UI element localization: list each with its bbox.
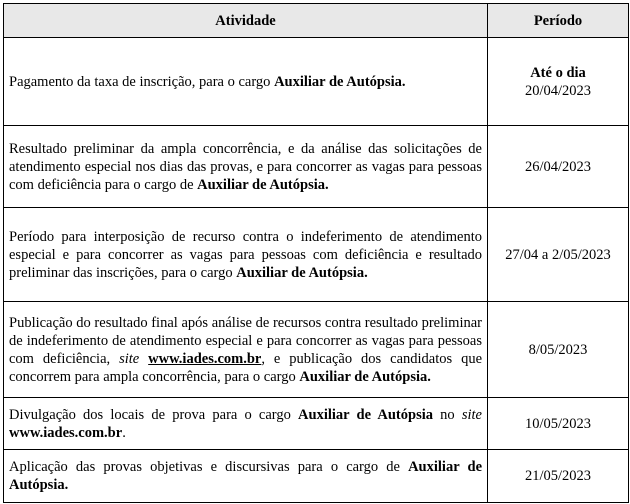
table-row bbox=[4, 126, 629, 208]
activity-column-header: Atividade bbox=[4, 4, 488, 38]
schedule-table bbox=[3, 3, 629, 503]
period-cell: 27/04 a 2/05/2023 bbox=[488, 208, 629, 302]
activity-text: Publicação do resultado final após análise de recursos contra resultado preliminar de indeferimento de atendimento especial e para concorrer as vagas para pessoas com deficiência, bbox=[9, 314, 482, 367]
activity-text-continued: no bbox=[433, 406, 462, 423]
site-word: site bbox=[119, 350, 140, 367]
activity-cell bbox=[4, 302, 488, 398]
activity-text: Resultado preliminar da ampla concorrência, e da análise das solicitações de atendimento especial nos dias das provas, e para concorrer as vagas para pessoas com deficiência para o cargo de bbox=[9, 140, 482, 193]
cargo-name: Auxiliar de Autópsia. bbox=[236, 264, 368, 281]
activity-cell bbox=[4, 38, 488, 126]
table-row bbox=[4, 398, 629, 450]
table-row bbox=[4, 302, 629, 398]
activity-text: Período para interposição de recurso contra o indeferimento de atendimento especial e para concorrer as vagas para pessoas com deficiência e resultado preliminar das inscrições, para o cargo bbox=[9, 228, 482, 281]
period-prefix: Até o dia bbox=[530, 64, 586, 81]
cargo-name: Auxiliar de Autópsia bbox=[298, 406, 433, 423]
cargo-name: Auxiliar de Autópsia. bbox=[197, 176, 329, 193]
activity-cell bbox=[4, 398, 488, 450]
table-row bbox=[4, 38, 629, 126]
period-column-header: Período bbox=[488, 4, 629, 38]
period-cell: 21/05/2023 bbox=[488, 450, 629, 503]
period-cell: 10/05/2023 bbox=[488, 398, 629, 450]
period-date: 20/04/2023 bbox=[524, 82, 592, 99]
site-word: site bbox=[461, 406, 482, 423]
activity-cell bbox=[4, 208, 488, 302]
table-row bbox=[4, 450, 629, 503]
activity-text: Pagamento da taxa de inscrição, para o cargo bbox=[9, 73, 275, 90]
period-cell bbox=[488, 38, 629, 126]
table-row bbox=[4, 208, 629, 302]
schedule-table-container bbox=[3, 3, 628, 501]
period-cell: 26/04/2023 bbox=[488, 126, 629, 208]
activity-text-continued: , e publicação dos candidatos que concorrem para ampla concorrência, para o cargo bbox=[9, 350, 483, 385]
activity-cell bbox=[4, 126, 488, 208]
cargo-name: Auxiliar de Autópsia. bbox=[274, 73, 406, 90]
activity-text-end: . bbox=[122, 424, 126, 441]
site-link[interactable]: www.iades.com.br bbox=[148, 350, 262, 367]
site-link[interactable]: www.iades.com.br bbox=[9, 424, 123, 441]
cargo-name: Auxiliar de Autópsia. bbox=[299, 368, 431, 385]
activity-text: Aplicação das provas objetivas e discursivas para o cargo de bbox=[9, 459, 409, 475]
activity-cell bbox=[4, 450, 488, 503]
activity-text: Divulgação dos locais de prova para o cargo bbox=[9, 406, 299, 423]
table-header-row bbox=[4, 4, 629, 38]
period-cell: 8/05/2023 bbox=[488, 302, 629, 398]
cargo-name: Auxiliar de Autópsia. bbox=[9, 459, 482, 493]
